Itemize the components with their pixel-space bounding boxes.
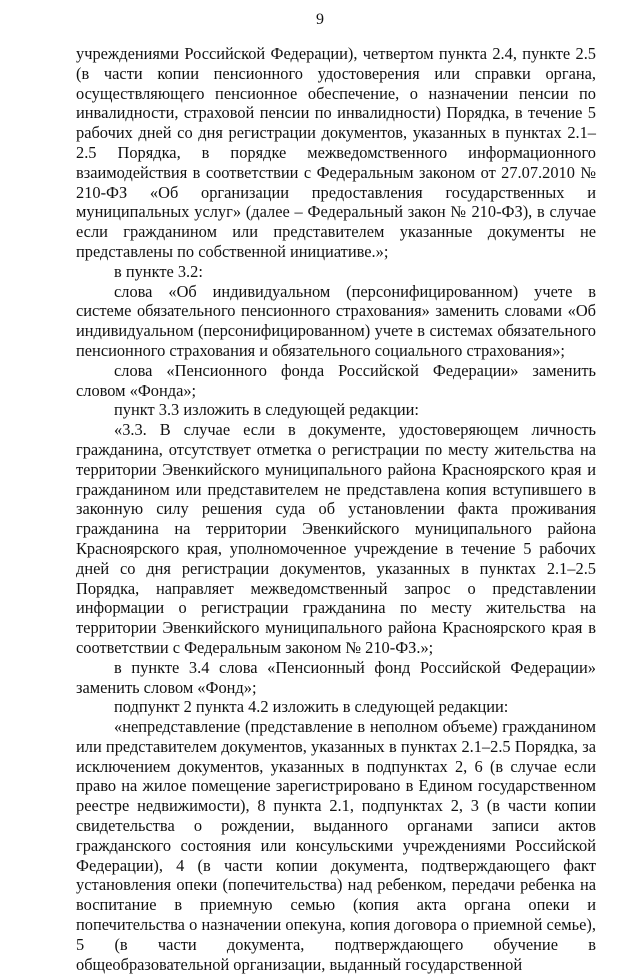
paragraph-item-3-4: в пункте 3.4 слова «Пенсионный фонд Российской Федерации» заменить словом «Фонд»; xyxy=(76,657,596,697)
paragraph-item-4-2-intro: подпункт 2 пункта 4.2 изложить в следующей редакции: xyxy=(114,697,509,717)
page-number: 9 xyxy=(316,11,324,28)
document-body xyxy=(76,44,596,974)
paragraph-item-3-3-text: «3.3. В случае если в документе, удостоверяющем личность гражданина, отсутствует отметка о регистрации по месту жительства на территории Эвенкийского муниципального района Красноярского края и гражданином или представителем не представлена копия вступившего в законную силу решения суда об установлении факта проживания гражданина на территории Эвенкийского муниципального района Красноярского края, уполномоченное учреждение в течение 5 рабочих дней со дня регистрации документов, указанных в пунктах 2.1–2.5 Порядка, направляет межведомственный запрос о представлении информации о регистрации гражданина по месту жительства на территории Эвенкийского муниципального района Красноярского края в соответствии с Федеральным законом № 210-ФЗ.»; xyxy=(76,420,596,657)
paragraph-continuation: учреждениями Российской Федерации), четвертом пункта 2.4, пункте 2.5 (в части копии пенсионного удостоверения или справки органа, осуществляющего пенсионное обеспечение, о назначении пенсии по инвалидности, страховой пенсии по инвалидности) Порядка, в течение 5 рабочих дней со дня регистрации документов, указанных в пунктах 2.1–2.5 Порядка, в порядке межведомственного информационного взаимодействия в соответствии с Федеральным законом от 27.07.2010 № 210-ФЗ «Об организации предоставления государственных и муниципальных услуг» (далее – Федеральный закон № 210-ФЗ), в случае если гражданином или представителем указанные документы не представлены по собственной инициативе.»; xyxy=(76,44,596,261)
paragraph-item-3-2: в пункте 3.2: xyxy=(114,261,203,281)
paragraph-item-4-2-text: «непредставление (представление в неполном объеме) гражданином или представителем документов, указанных в пунктах 2.1–2.5 Порядка, за исключением документов, указанных в подпунктах 2, 6 (в случае если право на жилое помещение зарегистрировано в Едином государственном реестре недвижимости), 8 пункта 2.1, подпунктах 2, 3 (в части копии свидетельства о рождении, выданного органами записи актов гражданского состояния или консульскими учреждениями Российской Федерации), 4 (в части копии документа, подтверждающего факт установления опеки (попечительства) над ребенком, передачи ребенка на воспитание в приемную семью (копия акта органа опеки и попечительства о назначении опекуна, копия договора о приемной семье), 5 (в части документа, подтверждающего обучение в общеобразовательной организации, выданный государственной xyxy=(76,717,596,974)
paragraph-words-replacement-1: слова «Об индивидуальном (персонифицированном) учете в системе обязательного пенсионного страхования» заменить словами «Об индивидуальном (персонифицированном) учете в системах обязательного пенсионного страхования и обязательного социального страхования»; xyxy=(76,281,596,360)
paragraph-words-replacement-2: слова «Пенсионного фонда Российской Федерации» заменить словом «Фонда»; xyxy=(76,360,596,400)
paragraph-item-3-3-intro: пункт 3.3 изложить в следующей редакции: xyxy=(114,400,419,420)
